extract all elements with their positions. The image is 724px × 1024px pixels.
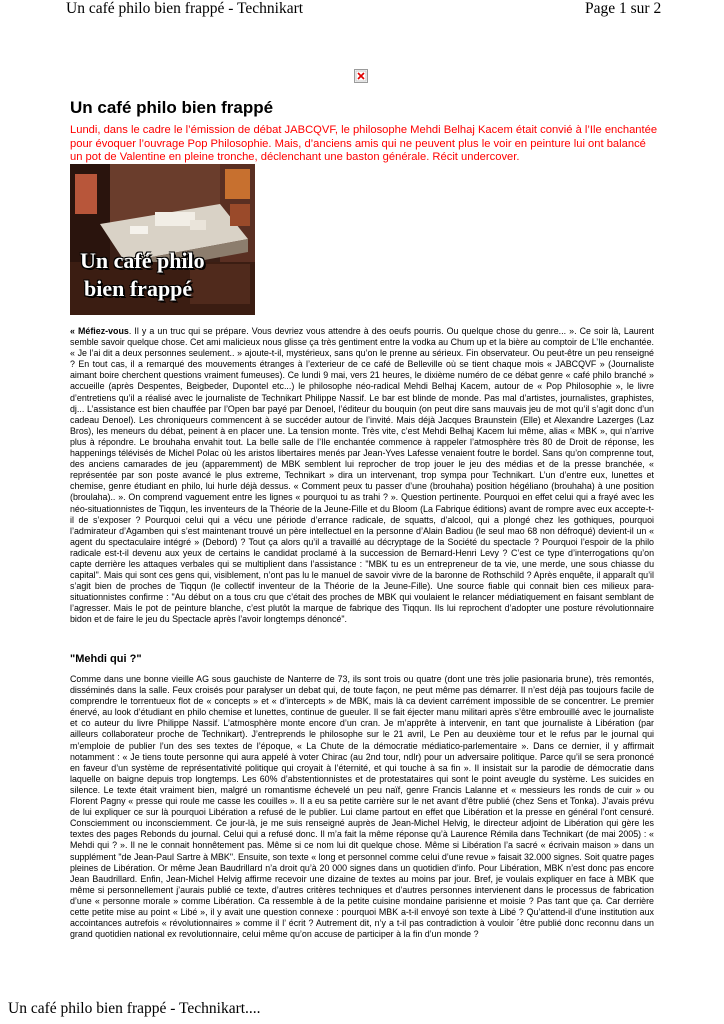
broken-image-icon (354, 69, 368, 83)
photo-caption-line1: Un café philo (80, 248, 205, 273)
print-header-page: Page 1 sur 2 (585, 0, 662, 17)
paragraph-1-text: . Il y a un truc qui se prépare. Vous devriez vous attendre à des oeufs pourris. Ou quelque chose du genre... ». Ce soir là, Laurent semble savoir quelque chose. Cet ami malicieux nous glisse ça très gentiment entre la vodka au Chum up et la bière au comptoir de L’Ile enchantée. « Je l’ai dit a deux personnes seulement.. » ajoute-t-il, mystérieux, sans qu’on le prenne au sérieux. Fin observateur. Ou peut-être un peu renseigné ? En tout cas, il a remarqué des mouvements étranges à l’exterieur de ce café de Belleville où se tient chaque mois « JABCQVF » (Journaliste aimant boire cherchent questions vraiment fumeuses). Ce lundi 9 mai, vers 21 heures, le dixième numéro de ce débat genre « café philo branché » accueille (après Despentes, Beigbeder, Dupontel etc...) le philosophe néo-radical Mehdi Belhaj Kacem, autour de « Pop Philosophie », le livre d’entretiens qu’il a réalisé avec le journaliste de Technikart Philippe Nassif. Le bar est blinde de monde. Pas mal d’artistes, journalistes, graphistes, dj... L’assistance est bien chauffée par l’Open bar payé par Denoel, l’éditeur du bouquin (on peut dire sans mauvais jeu de mot qu’il s’agit donc d’un cadeau Denoel). Les chroniqueurs commencent à se succéder autour de l’invité. Mais déjà Jacques Braunstein (Elle) et Alexandre Lazerges (Laz Bros), les meneurs du débat, peinent à en placer une. La tension monte. Très vite, c’est Mehdi Belhaj Kacem lui même, alias « MBK », qui n’arrive plus à répondre. Le brouhaha envahit tout. La belle salle de l’Ile enchantée commence à rappeler l’atmosphère très 80 de Droit de réponse, les happenings télévisés de Michel Polac où les aristos libertaires menés par Jean-Yves Lafesse venaient foutre le bordel. Sans qu’on comprenne tout, des anciens camarades de jeu (apparemment) de MBK semblent lui reprocher de trop jouer le jeu des médias et de la presse branchée, « représentée par son poste avancé le plus extreme, Technikart » dira un intervenant, trop sympa pour Technikart. L’un d’entre eux, lunettes et chemise, genre étudiant en philo, lui hurle déjà dessus. « Comment peux tu passer d’une (brouhaha) position hégélianо (brouhaha) à une position (broulaha).. ». On comprend vaguement entre les lignes « pourquoi tu as trahi ? ». Question pertinente. Pourquoi en effet celui qui a frayé avec les néo-situationnistes de Tiqqun, les inventeurs de la Théorie de la Jeune-Fille et du Bloom (La Fabrique éditions) avant de rompre avec eux accepte-t-il de s’exposer ? Pourquoi celui qui a vécu une période d’errance radicale, de squatts, d’alcool, qui a plongé chez les gothiques, pourquoi l’admirateur d’Agamben qui s’est maintenant trouvé un père intellectuel en la personne d’Alain Badiou (le seul mao 68 non défroqué) devient-il un « agent du spectaculaire intégré » (Debord) ? Tout ça alors qu’il a travaillé au décryptage de la Société du spectacle ? Pourquoi l’espoir de la philo radicale est-t-il devenu aux yeux de certains le candidat proclamé à la succession de Bernard-Henri Levy ? C’est ce type d’interrogations qu’on capte derrière les attaques verbales qui se multiplient dans l’assistance : "MBK tu es un entrepreneur de ta vie, une merde, une sous chiasse du capital". Mais qui sont ces gens qui, visiblement, n’ont pas lu le manuel de savoir vivre de la baronne de Rothschild ? Après enquête, il apparaît qu’il s’agit bien de proches de Tiqqun (le collectif inventeur de la Théorie de la Jeune-Fille). Une source fiable qui connait bien ces milieux para-situationnistes confirme : "Au début on a tous cru que c’était des proches de MBK qui voulaient le relancer médiatiquement en faisant semblant de l’agresser. Mais le pot de peinture blanche, c’est plutôt la marque de fabrique des Tiqqun. Ils lui reprochent d’adopter une posture révolutionnaire bidon et de faire le jeu du Spectacle après l’avoir longtemps dénoncé". (70, 326, 654, 625)
article-photo (70, 164, 255, 315)
article-paragraph-1 (70, 326, 654, 626)
photo-caption-line2: bien frappé (84, 276, 193, 301)
article-title: Un café philo bien frappé (70, 98, 274, 117)
paragraph-1-lead: « Méfiez-vous (70, 326, 129, 336)
article-paragraph-2: Comme dans une bonne vieille AG sous gauchiste de Nanterre de 73, ils sont trois ou quatre (dont une très jolie pasionaria brune), très remontés, disséminés dans la salle. Feux croisés pour paralyser un debat qui, de toute façon, ne peut même pas démarrer. Il n’est déjà pas toujours facile de comprendre le torrentueux flot de « concepts » et « d’intercepts » de MBK, mais là ca devient carrément impossible de se concentrer. Le premier énervé, au look d’étudiant en philo chemise et lunettes, continue de gueuler. Il se fait éjecter manu militari après s’être embrouillé avec le journaliste et co auteur du livre Philippe Nassif. L’atmosphère monte encore d’un cran. Je m’apprête à intervenir, en tant que journaliste à Libération (par ailleurs collaborateur proche de Technikart). J’entreprends le philosophe sur le 21 avril, Le Pen au deuxième tour et le refus par le journal qui m’emploie de publier l’un des ses textes de l’époque, « La Chute de la démocratie médiatico-parlementaire ». Dans ce dernier, il y affirmait notamment : « Je tiens toute personne qui aura appelé à voter Chirac (au 2nd tour, ndlr) pour un adversaire politique. Parce qu’il se sera prononcé en faveur d’un système de représentativité politique qui croyait à l’éternité, et qui touche à sa fin ». Il insistait sur la parodie de démocratie dans laquelle on baigne depuis trop longtemps. Les 60% d’abstentionnistes et de protestataires qui sont le point aveugle du système. Les suicides en silence. Le texte était vraiment bien, malgré un romantisme échevelé un peu naïf, genre Francis Lalanne et « messieurs les ronds de cuir » ou Florent Pagny « presse qui roule me casse les couilles ». Il a eu sa petite carrière sur le net avant d’être publié (chez Sens et Tonka). J’avais prévu de lui expliquer ce sur là pourquoi Libération a refusé de le publier. Lui clame partout en effet que Libération et la presse en général l’ont censuré. Consciemment ou inconsciemment. Ce jour-là, je me suis renseigné auprès de Jean-Michel Helvig, le directeur adjoint de Libération qui gère les textes des pages Rebonds du journal. Celui qui a refusé donc. Il m’a fait la même réponse qu’à Laurence Rémila dans Technikart (de mai 2005) : « Mehdi qui ? ». Il ne le connait honnêtement pas. Même si ce nom lui dit quelque chose. Même si Libération l’a sacré « écrivain maison » dans un supplément "de Jean-Paul Sartre à MBK". Ensuite, son texte « long et personnel comme celui d’une revue » faisait 32.000 signes. Soit quatre pages pleines de Libération. Or même Jean Baudrillard n’a droit qu’à 20 000 signes dans un quotidien d’info. Pour Libération, MBK n’est donc pas encore Jean Baudrillard. Enfin, Jean-Michel Helvig affirme recevoir une dizaine de textes au moins par jour. Bref, je voulais expliquer en face à MBK que même si personnellement j’aurais publié ce texte, d’autres critères techniques et d’autres personnes intervienent dans le processus de fabrication d’une « personne morale » comme Libération. Ca ressemble à de la petite cuisine mondaine parisienne et moisie ? Pas tant que ça. Car derrière cette petite mise au point « Libé », il y avait une question connexe : pourquoi MBK a-t-il envoyé son texte à Libé ? Qu’attend-il d’une institution aux accointances autrefois « révolutionnaires » comme il l’ écrit ? Autrement dit, n’y a t-il pas contradiction à vouloir ´être publié donc reconnu dans un grand quotidien national ex revolutionnaire, celui même qu’on accuse de participer à la fin d’un monde ? (70, 674, 654, 940)
article-subheading: "Mehdi qui ?" (70, 653, 142, 665)
article-lede: Lundi, dans le cadre le l’émission de débat JABCQVF, le philosophe Mehdi Belhaj Kacem était convié à l’Ile enchantée pour évoquer l’ouvrage Pop Philosophie. Mais, d’anciens amis qui ne peuvent plus le voir en peinture lui ont balancé un pot de Valentine en pleine tronche, déclenchant une baston générale. Récit undercover. (70, 124, 658, 164)
print-footer-title: Un café philo bien frappé - Technikart.... (8, 1000, 261, 1017)
print-header-title: Un café philo bien frappé - Technikart (66, 0, 304, 17)
